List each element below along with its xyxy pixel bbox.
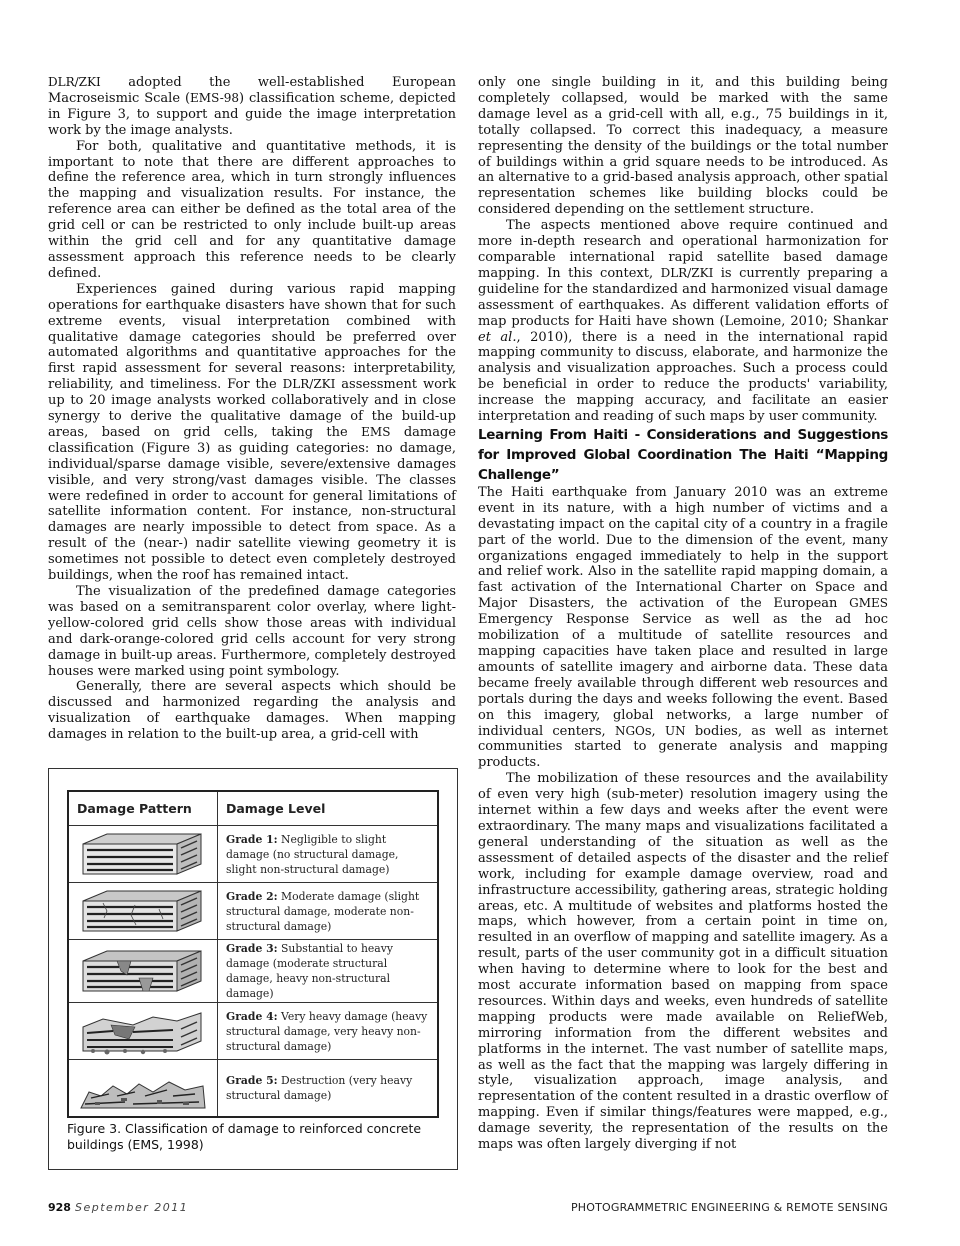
building-grade-1-icon — [73, 828, 213, 880]
building-grade-3-icon — [73, 945, 213, 997]
grade-row — [68, 1060, 438, 1118]
left-paragraph-5: Generally, there are several aspects which should be discussed and harmonized regarding the analysis and visualization of earthquake damages. When mapping damages in relation to the built-up area, a grid-cell with — [48, 679, 456, 743]
figure-caption: Figure 3. Classification of damage to reinforced concrete buildings (EMS, 1998) — [67, 1121, 422, 1152]
grade-1-level: Grade 1: Negligible to slight damage (no structural damage, slight non-structural damage) — [218, 826, 439, 883]
grade-4-pattern — [68, 1003, 218, 1060]
grade-4-level: Grade 4: Very heavy damage (heavy structural damage, very heavy non-structural damage) — [218, 1003, 439, 1060]
left-paragraph-2: For both, qualitative and quantitative methods, it is important to note that there are different approaches to define the reference area, which in turn strongly influences the mapping and visualization results. For instance, the reference area can either be defined as the total area of the grid cell or can be restricted to only include built-up areas within the grid cell and for any quantitative damage assessment approach this reference needs to be clearly defined. — [48, 138, 456, 281]
grade-2-level: Grade 2: Moderate damage (slight structural damage, moderate non-structural damage) — [218, 883, 439, 940]
left-paragraph-3: Experiences gained during various rapid mapping operations for earthquake disasters have shown that for such extreme events, visual interpretation combined with qualitative damage categories should be preferred over automated algorithms and quantitative approaches for the first rapid assessment for several reasons: interpretability, reliability, and timeliness. For the DLR/ZKI assessment work up to 20 image analysts worked collaboratively and in close synergy to derive the qualitative damage of the build-up areas, based on grid cells, taking the EMS damage classification (Figure 3) as guiding categories: no damage, individual/sparse damage visible, severe/extensive damages visible, and very strong/vast damages visible. The classes were redefined in order to account for general limitations of satellite information content. For instance, non-structural damages are nearly impossible to detect from space. As a result of the (near-) nadir satellite viewing geometry it is sometimes not possible to detect even completely destroyed buildings, when the roof has remained intact. — [48, 281, 456, 584]
right-column — [478, 75, 888, 1153]
left-paragraph-1: DLR/ZKI adopted the well-established European Macroseismic Scale (EMS-98) classification scheme, depicted in Figure 3, to support and guide the image interpretation work by the image analysts. — [48, 75, 456, 138]
journal-name: PHOTOGRAMMETRIC ENGINEERING & REMOTE SENSING — [570, 1201, 888, 1214]
page-footer-left — [48, 1201, 188, 1214]
figure-3 — [48, 768, 458, 1170]
building-grade-5-icon — [73, 1062, 213, 1114]
grade-3-level: Grade 3: Substantial to heavy damage (moderate structural damage, heavy non-structural damage) — [218, 940, 439, 1003]
grade-2-pattern — [68, 883, 218, 940]
grade-5-level: Grade 5: Destruction (very heavy structural damage) — [218, 1060, 439, 1118]
left-paragraph-4: The visualization of the predefined damage categories was based on a semitransparent color overlay, where light-yellow-colored grid cells show those areas with individual and dark-orange-colored grid cells account for very strong damage in built-up areas. Furthermore, completely destroyed houses were marked using point symbology. — [48, 584, 456, 679]
grade-row — [68, 883, 438, 940]
section-heading: Learning From Haiti - Considerations and Suggestions for Improved Global Coordination The Haiti “Mapping Challenge” — [478, 426, 888, 483]
damage-pattern-header: Damage Pattern — [68, 791, 218, 826]
issue-date: September 2011 — [74, 1201, 189, 1214]
right-paragraph-2: The aspects mentioned above require continued and more in-depth research and operational harmonization for comparable international rapid satellite based damage mapping. In this context, DLR/ZKI is currently preparing a guideline for the standardized and harmonized visual damage assessment of earthquakes. As different validation efforts of map products for Haiti have shown (Lemoine, 2010; Shankar et al., 2010), there is a need in the international rapid mapping community to discuss, elaborate, and harmonize the analysis and visualization approaches. Such a process could be beneficial in order to reduce the products' variability, increase the mapping accuracy, and facilitate an easier interpretation and reading of such maps by user community. — [478, 218, 888, 425]
damage-classification-table — [67, 790, 439, 1118]
page-number: 928 — [48, 1201, 71, 1214]
building-grade-2-icon — [73, 885, 213, 937]
right-paragraph-1: only one single building in it, and this building being completely collapsed, would be marked with the same damage level as a grid-cell with all, e.g., 75 buildings in it, totally collapsed. To correct this inadequacy, a measure representing the density of the buildings or the total number of buildings within a grid square needs to be introduced. As an alternative to a grid-based analysis approach, other spatial representation schemes like building blocks could be considered depending on the settlement structure. — [478, 75, 888, 218]
right-paragraph-3: The Haiti earthquake from January 2010 was an extreme event in its nature, with a high number of victims and a devastating impact on the capital city of a country in a fragile part of the world. Due to the dimension of the event, many organizations engaged immediately to help in the support and relief work. Also in the satellite rapid mapping domain, a fast activation of the International Charter on Space and Major Disasters, the activation of the European GMES Emergency Response Service as well as the ad hoc mobilization of a multitude of satellite resources and mapping capacities have taken place and resulted in large amounts of satellite imagery and airborne data. These data became freely available through different web resources and portals during the days and weeks following the event. Based on this imagery, global networks, a large number of individual centers, NGOs, UN bodies, as well as internet communities started to generate analysis and mapping products. — [478, 484, 889, 771]
building-grade-4-icon — [73, 1005, 213, 1057]
left-column — [48, 75, 456, 743]
grade-row — [68, 1003, 438, 1060]
right-paragraph-4: The mobilization of these resources and the availability of even very high (sub-meter) resolution imagery using the internet within a few days and weeks after the event were extraordinary. The many maps and visualizations facilitated a general understanding of the situation as well as the assessment of detailed aspects of the disaster and the relief work, including for example damage overview, road and infrastructure accessibility, gathering areas, strategic holding areas, etc. A multitude of websites and platforms hosted the maps, which however, from a certain point in time on, resulted in an overflow of mapping and satellite imagery. As a result, parts of the user community got in a difficult situation when having to determine where to look for the best and most accurate information based on mapping from space resources. Within days and weeks, even hundreds of satellite mapping products were made available on ReliefWeb, mirroring information from the different websites and platforms in the internet. The vast number of satellite maps, as well as the fact that the mapping was largely differing in style, visualization approach, image analysis, and representation of the content resulted in a drastic overflow of mapping. Even if similar things/features were mapped, e.g., damage severity, the representation of the results on the maps was often largely diverging if not — [478, 771, 888, 1153]
grade-3-pattern — [68, 940, 218, 1003]
grade-1-pattern — [68, 826, 218, 883]
grade-row — [68, 940, 438, 1003]
grade-5-pattern — [68, 1060, 218, 1118]
grade-row — [68, 826, 438, 883]
damage-level-header: Damage Level — [218, 791, 439, 826]
table-header-row — [68, 791, 438, 826]
